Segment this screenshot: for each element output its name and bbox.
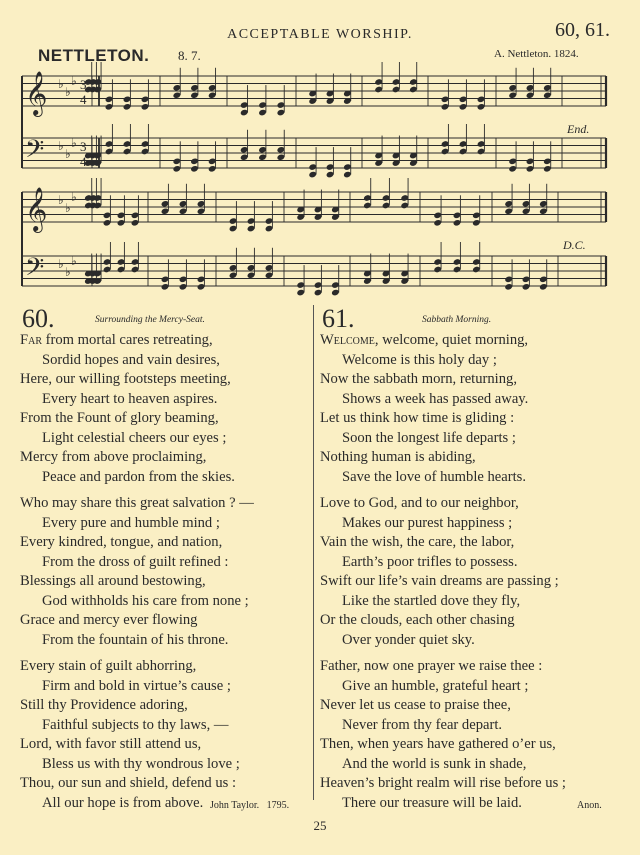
verse-line: Every stain of guilt abhorring, [20,658,197,674]
verse-line: Love to God, and to our neighbor, [320,495,519,511]
verse-line: Welcome is this holy day ; [342,351,497,368]
time-sig: 3 [80,77,87,92]
hymn-60-number: 60. [22,304,55,333]
dc-mark: D.C. [563,238,586,252]
verse-line: Give an humble, grateful heart ; [342,677,529,694]
verse-line: Let us think how time is gliding : [320,410,515,426]
author-name: John Taylor. [210,800,260,811]
verse-line: Thou, our sun and shield, defend us : [20,775,237,791]
verse-line: Over yonder quiet sky. [342,631,475,648]
verse-line: Save the love of humble hearts. [342,468,526,485]
verse-line: Every kindred, tongue, and nation, [20,534,223,550]
stanza [320,494,566,650]
key-flat: ♭ [58,77,64,91]
key-flat: ♭ [71,74,77,88]
key-flat: ♭ [58,139,64,153]
tune-meter: 8. 7. [178,48,201,63]
hymn-60-text [20,331,254,820]
verse-line: From the fountain of his throne. [42,631,229,648]
verse-line: Earth’s poor trifles to possess. [342,553,518,570]
stanza [320,331,566,487]
stanza [320,657,566,813]
verse-line: All our hope is from above. [42,794,204,811]
verse-line: God withholds his care from none ; [42,592,249,609]
time-sig: 4 [80,92,87,107]
drop-word: Welcome, [320,332,379,348]
verse-line: Grace and mercy ever flowing [20,612,198,628]
verse-line: There our treasure will be laid. [342,794,522,811]
key-flat: ♭ [71,136,77,150]
verse-line: From the dross of guilt refined : [42,553,229,570]
verse-line: Every pure and humble mind ; [42,514,220,531]
key-flat: ♭ [71,190,77,204]
drop-word: Far [20,332,43,348]
verse-line: Never from thy fear depart. [342,716,503,733]
verse-line: Heaven’s bright realm will rise before us ; [320,775,566,791]
treble-clef: 𝄞 [25,189,48,231]
key-flat: ♭ [65,85,71,99]
stanza [20,331,254,487]
verse-line: Swift our life’s vain dreams are passing ; [320,573,559,589]
verse-line: Here, our willing footsteps meeting, [20,371,231,387]
verse-line: Mercy from above proclaiming, [20,449,207,465]
verse-line: Now the sabbath morn, returning, [320,371,517,387]
verse-line: Light celestial cheers our eyes ; [42,429,227,446]
time-sig: 3 [80,139,87,154]
verse-line: Shows a week has passed away. [342,390,529,407]
tune-composer: A. Nettleton. 1824. [494,48,579,60]
verse-line: Then, when years have gathered o’er us, [320,736,556,752]
verse-line: Every heart to heaven aspires. [42,390,218,407]
time-sig: 4 [80,154,87,169]
verse-line: Father, now one prayer we raise thee : [320,658,543,674]
verse-line: Like the startled dove they fly, [342,592,521,609]
verse-line: Never let us cease to praise thee, [320,697,511,713]
page-header-title: ACCEPTABLE WORSHIP. [227,27,413,42]
verse-line: And the world is sunk in shade, [342,755,527,772]
key-flat: ♭ [65,265,71,279]
bass-clef: 𝄢 [25,136,45,169]
key-flat: ♭ [58,193,64,207]
verse-line: Lord, with favor still attend us, [20,736,202,752]
verse-line: Or the clouds, each other chasing [320,612,515,628]
end-mark: End. [567,122,590,136]
hymn-61-text [320,331,566,820]
key-flat: ♭ [71,254,77,268]
verse-line: Firm and bold in virtue’s cause ; [42,677,231,694]
page-number: 25 [313,818,327,833]
verse-line [20,331,254,351]
verse-line: Nothing human is abiding, [320,449,476,465]
key-flat: ♭ [65,147,71,161]
verse-line: Makes our purest happiness ; [342,514,513,531]
treble-clef: 𝄞 [25,73,48,115]
hymn-numbers: 60, 61. [555,19,610,41]
bass-clef: 𝄢 [25,254,45,287]
verse-line: Soon the longest life departs ; [342,429,516,446]
author-year: 1795. [266,800,290,811]
verse-line: Vain the wish, the care, the labor, [320,534,515,550]
verse-line: Faithful subjects to thy laws, — [42,716,229,733]
hymn-61-author: Anon. [577,800,602,811]
key-flat: ♭ [58,257,64,271]
stanza [20,657,254,813]
hymn-60-author [210,800,289,811]
line-rest: welcome, quiet morning, [378,332,529,348]
verse-line: From the Fount of glory beaming, [20,410,219,426]
verse-line: Still thy Providence adoring, [20,697,188,713]
verse-line [320,331,566,351]
hymn-60-title: Surrounding the Mercy-Seat. [95,315,205,325]
stanza [20,494,254,650]
verse-line: Peace and pardon from the skies. [42,468,235,485]
verse-line: Who may share this great salvation ? — [20,495,254,511]
music-score [0,0,640,305]
hymn-61-title: Sabbath Morning. [422,315,492,325]
hymn-61-number: 61. [322,304,355,333]
verse-line: Blessings all around bestowing, [20,573,206,589]
key-flat: ♭ [65,201,71,215]
verse-line: Sordid hopes and vain desires, [42,351,220,368]
verse-line: Bless us with thy wondrous love ; [42,755,240,772]
line-rest: from mortal cares retreating, [42,332,213,348]
column-divider [313,305,314,800]
tune-name: NETTLETON. [38,46,150,65]
